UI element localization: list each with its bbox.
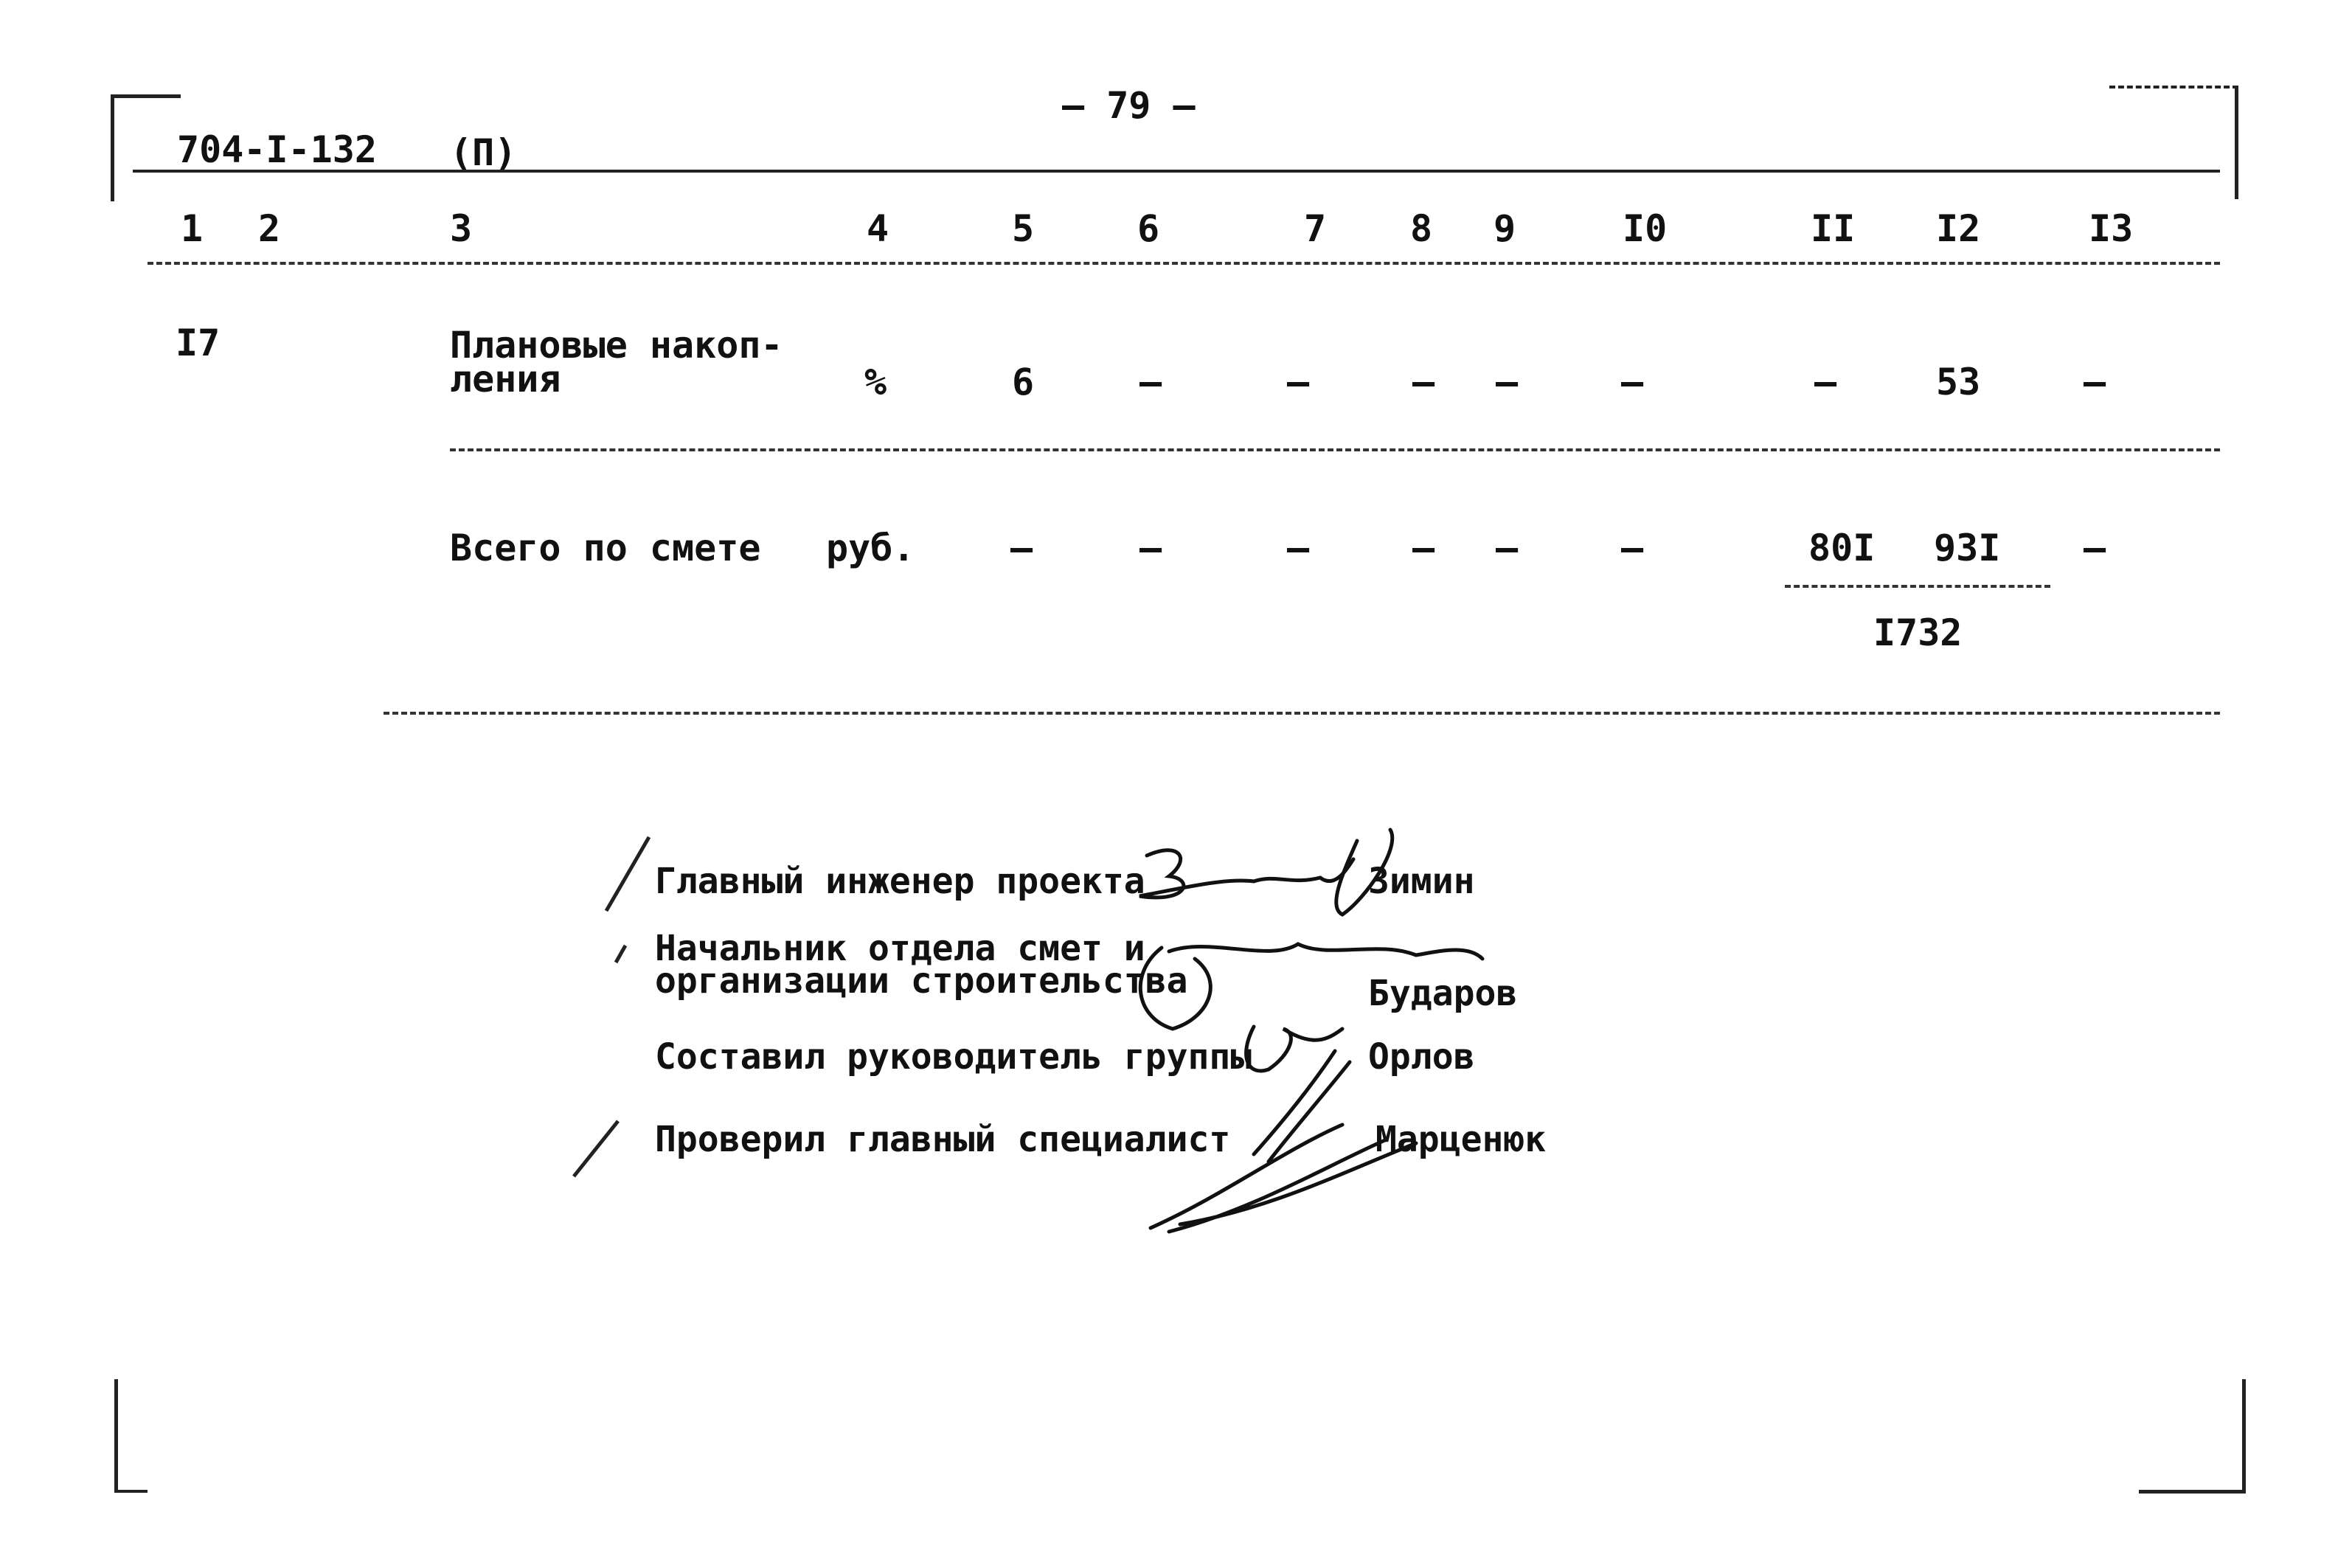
column-header-4: 4 (867, 207, 889, 250)
signature-name-zimin: Зимин (1368, 861, 1475, 902)
total-col-9: – (1496, 527, 1519, 569)
cell-col-6: – (1139, 361, 1162, 403)
cell-col-11: – (1814, 361, 1837, 403)
total-col-5: – (1010, 527, 1033, 569)
signature-title-group-leader: Составил руководитель группы (655, 1036, 1252, 1078)
cell-col-13: – (2084, 361, 2106, 403)
total-label: Всего по смете (450, 527, 761, 569)
cell-col-10: – (1621, 361, 1644, 403)
signature-title-chief-engineer: Главный инженер проекта (655, 861, 1145, 902)
column-header-5: 5 (1012, 207, 1035, 250)
signature-title-head-of-department: Начальник отдела смет и организации строительства (655, 928, 1188, 1002)
total-col-10: – (1621, 527, 1644, 569)
column-header-12: I2 (1936, 207, 1981, 250)
column-header-13: I3 (2089, 207, 2134, 250)
total-unit: руб. (826, 527, 915, 569)
cell-col-12: 53 (1936, 361, 1981, 403)
total-col-11: 80I (1808, 527, 1876, 569)
signature-name-orlov: Орлов (1368, 1036, 1475, 1078)
total-col-13: – (2084, 527, 2106, 569)
column-header-8: 8 (1410, 207, 1433, 250)
signature-name-martsenyuk: Марценюк (1376, 1119, 1547, 1160)
total-col-6: – (1139, 527, 1162, 569)
column-header-7: 7 (1304, 207, 1327, 250)
column-header-2: 2 (258, 207, 281, 250)
column-header-10: I0 (1623, 207, 1668, 250)
signature-name-budarov: Бударов (1368, 973, 1518, 1014)
cell-col-8: – (1412, 361, 1435, 403)
cell-col-5: 6 (1012, 361, 1035, 403)
doc-code: 704-I-132 (177, 128, 377, 171)
page-number: — 79 — (1062, 84, 1196, 127)
total-col-12: 93I (1934, 527, 2001, 569)
column-header-9: 9 (1494, 207, 1516, 250)
cell-col-7: – (1287, 361, 1310, 403)
section-label: (П) (450, 131, 517, 174)
total-col-8: – (1412, 527, 1435, 569)
row-number: I7 (176, 322, 221, 364)
total-col-7: – (1287, 527, 1310, 569)
row-unit: % (864, 361, 887, 403)
column-header-11: II (1811, 207, 1856, 250)
row-name: Плановые накоп- ления (450, 324, 783, 400)
cell-col-9: – (1496, 361, 1519, 403)
signature-title-chief-specialist: Проверил главный специалист (655, 1119, 1231, 1160)
column-header-1: 1 (181, 207, 204, 250)
grand-total: I732 (1873, 611, 1963, 654)
column-header-6: 6 (1137, 207, 1160, 250)
column-header-3: 3 (450, 207, 473, 250)
